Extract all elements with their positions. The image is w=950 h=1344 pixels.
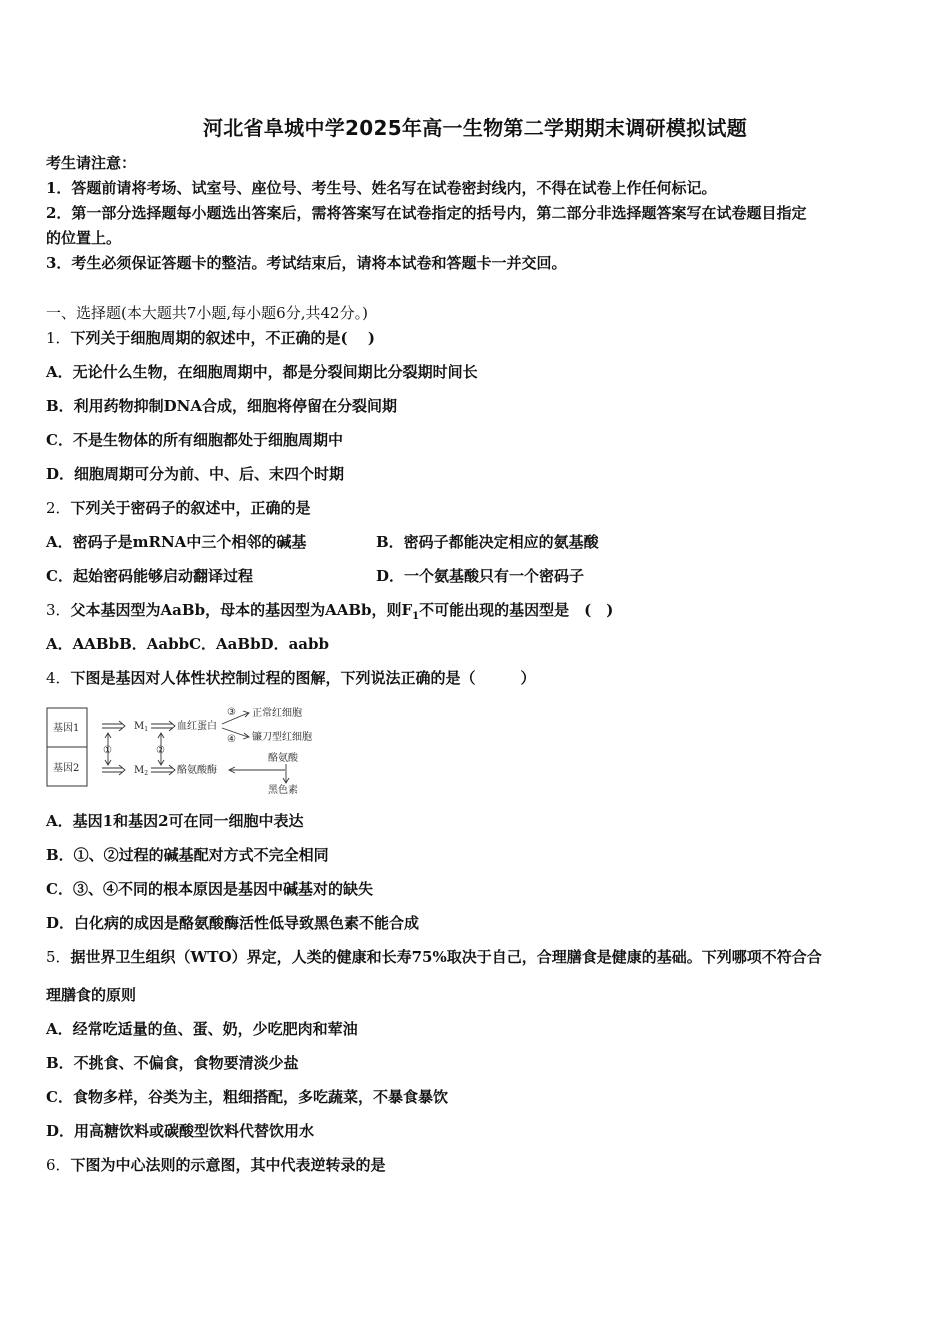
m1-label: $M_1$ bbox=[134, 721, 149, 733]
m2-label: $M_2$ bbox=[134, 765, 149, 777]
question-number: 4． bbox=[46, 669, 71, 687]
question-4-stem: 4．下图是基因对人体性状控制过程的图解，下列说法正确的是（ ） bbox=[46, 669, 536, 687]
notice-item-2-continued: 的位置上。 bbox=[46, 229, 122, 247]
question-number: 6． bbox=[46, 1156, 71, 1174]
tyrosine-label: 酪氨酸 bbox=[268, 753, 298, 764]
tyrosinase-label: 酪氨酸酶 bbox=[177, 765, 217, 776]
q4-option-b: B．①、②过程的碱基配对方式不完全相同 bbox=[46, 846, 329, 864]
gene2-to-m2-arrow bbox=[102, 765, 125, 775]
q2-option-a: A．密码子是mRNA中三个相邻的碱基 bbox=[46, 533, 307, 551]
step-1-marker: ① bbox=[103, 745, 112, 756]
sickle-rbc-label: 镰刀型红细胞 bbox=[252, 732, 312, 743]
gene-1-label: 基因1 bbox=[53, 723, 80, 734]
hemoglobin-label: 血红蛋白 bbox=[177, 721, 217, 732]
question-6-stem: 6．下图为中心法则的示意图，其中代表逆转录的是 bbox=[46, 1156, 386, 1174]
q2-option-c: C．起始密码能够启动翻译过程 bbox=[46, 567, 253, 585]
q5-option-c: C．食物多样，谷类为主，粗细搭配，多吃蔬菜，不暴食暴饮 bbox=[46, 1088, 448, 1106]
question-1-stem: 1．下列关于细胞周期的叙述中，不正确的是( ) bbox=[46, 329, 375, 347]
question-number: 5． bbox=[46, 948, 71, 966]
q1-option-b: B．利用药物抑制DNA合成，细胞将停留在分裂间期 bbox=[46, 397, 398, 415]
q1-option-a: A．无论什么生物，在细胞周期中，都是分裂间期比分裂期时间长 bbox=[46, 363, 478, 381]
step-4-marker: ④ bbox=[227, 734, 236, 745]
question-number: 3． bbox=[46, 601, 71, 619]
step-2-marker: ② bbox=[156, 745, 165, 756]
page-title: 河北省阜城中学2025年高一生物第二学期期末调研模拟试题 bbox=[202, 116, 748, 140]
m1-to-hemoglobin-arrow bbox=[151, 721, 175, 731]
q2-option-b: B．密码子都能决定相应的氨基酸 bbox=[376, 533, 599, 551]
q2-option-d: D．一个氨基酸只有一个密码子 bbox=[376, 567, 585, 585]
question-3-stem: 3．父本基因型为AaBb，母本的基因型为AABb，则$F_1$不可能出现的基因型是 ( ) bbox=[46, 601, 614, 622]
q1-option-c: C．不是生物体的所有细胞都处于细胞周期中 bbox=[46, 431, 343, 449]
notice-item-1: 1．答题前请将考场、试室号、座位号、考生号、姓名写在试卷密封线内，不得在试卷上作任何标记。 bbox=[46, 179, 717, 197]
normal-rbc-label: 正常红细胞 bbox=[252, 708, 302, 719]
q3-options: A．AABbB．AabbC．AaBbD．aabb bbox=[46, 635, 329, 653]
q5-option-b: B．不挑食、不偏食，食物要清淡少盐 bbox=[46, 1054, 299, 1072]
q5-option-a: A．经常吃适量的鱼、蛋、奶，少吃肥肉和荤油 bbox=[46, 1020, 358, 1038]
gene1-to-m1-arrow bbox=[102, 721, 125, 731]
section-heading: 一、选择题(本大题共7小题,每小题6分,共42分。) bbox=[46, 304, 368, 322]
m2-to-tyrosinase-arrow bbox=[151, 765, 175, 775]
notice-heading: 考生请注意： bbox=[46, 154, 137, 172]
gene-2-label: 基因2 bbox=[53, 763, 80, 774]
question-number: 2． bbox=[46, 499, 71, 517]
step-3-marker: ③ bbox=[227, 707, 236, 718]
question-number: 1． bbox=[46, 329, 71, 347]
question-5-stem-continued: 理膳食的原则 bbox=[46, 986, 137, 1004]
question-5-stem: 5．据世界卫生组织（WTO）界定，人类的健康和长寿75%取决于自己，合理膳食是健康的基础。下列哪项不符合合 bbox=[46, 948, 822, 966]
melanin-label: 黑色素 bbox=[268, 785, 298, 796]
q1-option-d: D．细胞周期可分为前、中、后、末四个时期 bbox=[46, 465, 345, 483]
q4-option-c: C．③、④不同的根本原因是基因中碱基对的缺失 bbox=[46, 880, 373, 898]
question-2-stem: 2．下列关于密码子的叙述中，正确的是 bbox=[46, 499, 311, 517]
gene-control-diagram bbox=[46, 704, 336, 796]
q4-option-a: A．基因1和基因2可在同一细胞中表达 bbox=[46, 812, 304, 830]
notice-item-3: 3．考生必须保证答题卡的整洁。考试结束后，请将本试卷和答题卡一并交回。 bbox=[46, 254, 567, 272]
notice-item-2: 2．第一部分选择题每小题选出答案后，需将答案写在试卷指定的括号内，第二部分非选择题答案写在试卷题目指定 bbox=[46, 204, 807, 222]
tyrosine-to-melanin-arrow bbox=[229, 764, 289, 783]
q4-option-d: D．白化病的成因是酪氨酸酶活性低导致黑色素不能合成 bbox=[46, 914, 420, 932]
q5-option-d: D．用高糖饮料或碳酸型饮料代替饮用水 bbox=[46, 1122, 315, 1140]
